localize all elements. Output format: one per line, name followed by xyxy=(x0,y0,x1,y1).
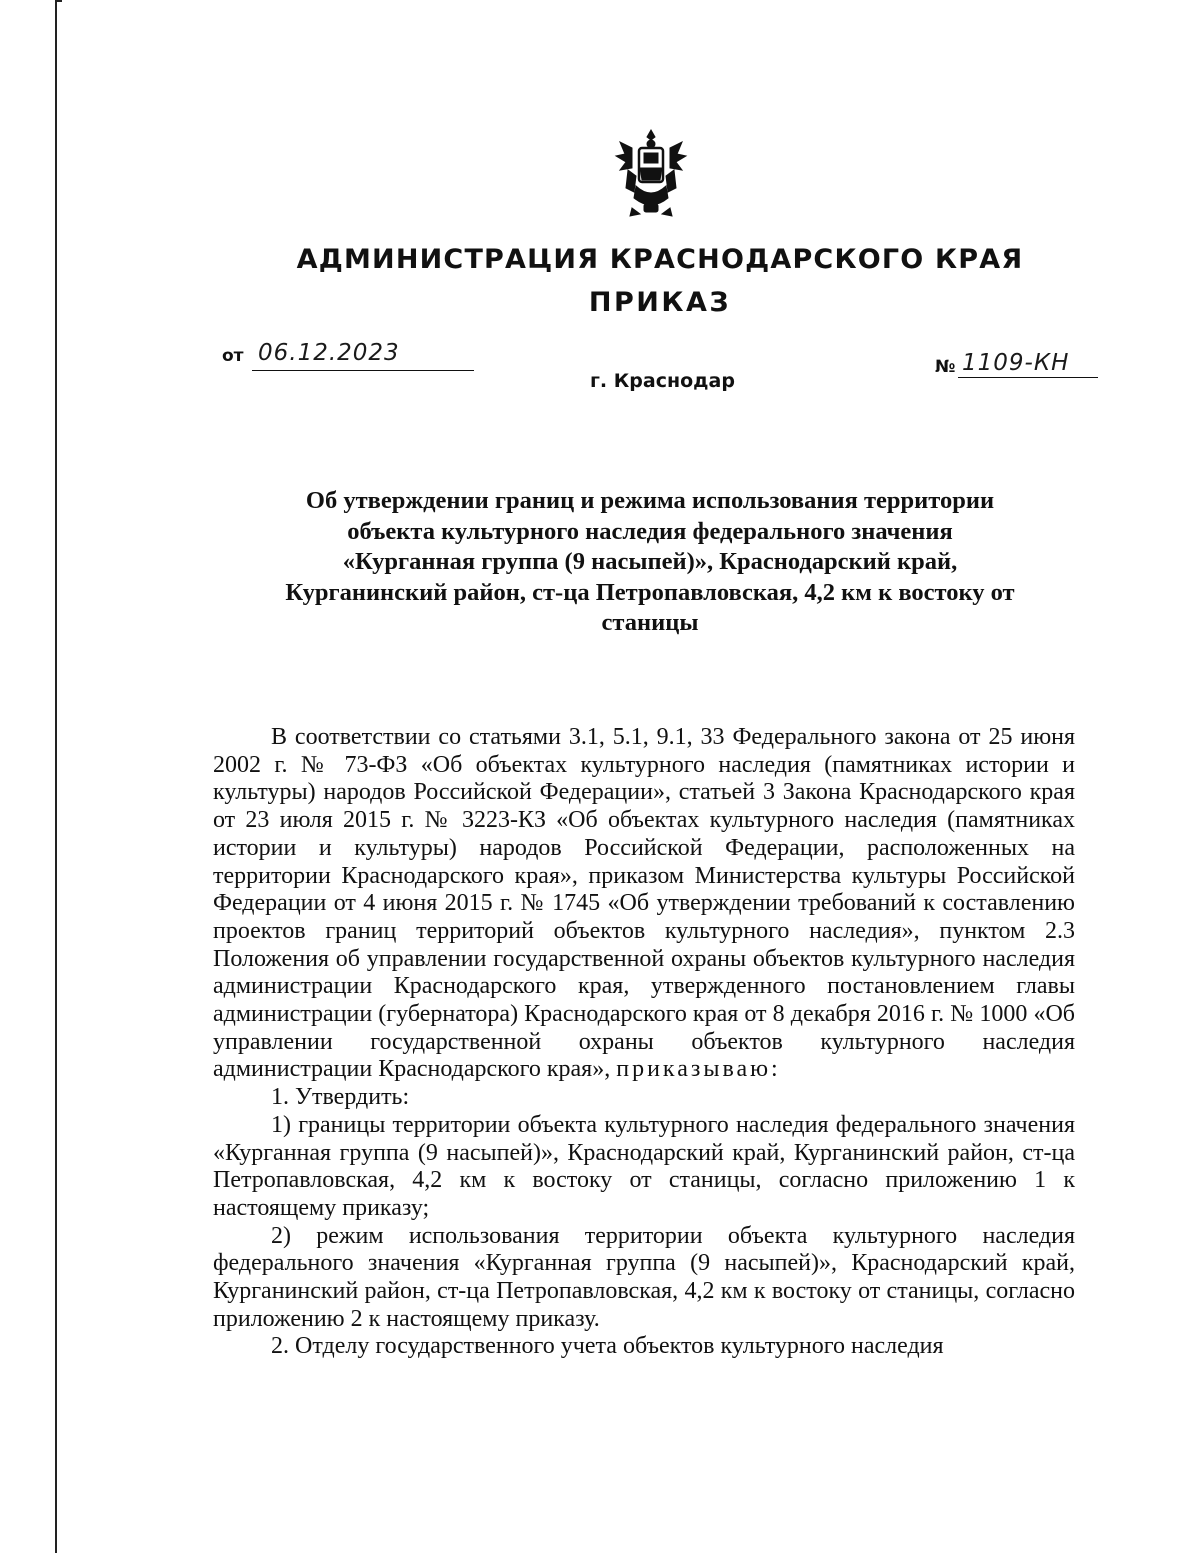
date-value: 06.12.2023 xyxy=(258,340,400,366)
city-label: г. Краснодар xyxy=(590,370,735,392)
title-line: «Курганная группа (9 насыпей)», Краснодарский край, xyxy=(342,548,958,575)
date-label: от xyxy=(222,346,244,366)
document-type: ПРИКАЗ xyxy=(588,287,732,318)
order-word: приказываю: xyxy=(616,1056,781,1083)
item-1-1: 1) границы территории объекта культурного наследия федерального значения «Курганная группа (9 насыпей)», Краснодарский край, Курганинский район, ст-ца Петропавловская, 4,2 км к востоку от станицы, согласно приложению 1 к настоящему приказу; xyxy=(213,1111,1075,1221)
number-label: № xyxy=(935,357,956,377)
title-line: Об утверждении границ и режима использования территории xyxy=(305,487,995,514)
item-1: 1. Утвердить: xyxy=(271,1084,410,1111)
date-underline xyxy=(252,370,474,371)
item-2: 2. Отделу государственного учета объектов культурного наследия xyxy=(271,1333,944,1360)
item-1-2: 2) режим использования территории объекта культурного наследия федерального значения «Курганная группа (9 насыпей)», Краснодарский край, Курганинский район, ст-ца Петропавловская, 4,2 км к востоку от станицы, согласно приложению 2 к настоящему приказу. xyxy=(213,1222,1075,1332)
preamble-text: В соответствии со статьями 3.1, 5.1, 9.1, 33 Федерального закона от 25 июня 2002 г. № 73-ФЗ «Об объектах культурного наследия (памятниках истории и культуры) народов Российской Федерации», статьей 3 Закона Краснодарского края от 23 июля 2015 г. № 3223-КЗ «Об объектах культурного наследия (памятниках истории и культуры) народов Российской Федерации, расположенных на территории Краснодарского края», приказом Министерства культуры Российской Федерации от 4 июня 2015 г. № 1745 «Об утверждении требований к составлению проектов границ территорий объектов культурного наследия», пунктом 2.3 Положения об управлении государственной охраны объектов культурного наследия администрации Краснодарского края, утвержденного постановлением главы администрации (губернатора) Краснодарского края от 8 декабря 2016 г. № 1000 «Об управлении государственной охраны объектов культурного наследия администрации Краснодарского края», xyxy=(213,724,1075,1083)
title-line: станицы xyxy=(601,609,699,636)
order-title xyxy=(230,486,1070,639)
organization-name: АДМИНИСТРАЦИЯ КРАСНОДАРСКОГО КРАЯ xyxy=(296,244,1024,275)
page-margin-tick xyxy=(55,0,62,2)
preamble-paragraph xyxy=(213,724,1075,1084)
number-value: 1109-КН xyxy=(962,350,1070,376)
order-body xyxy=(213,724,1075,1361)
coat-of-arms-emblem xyxy=(610,128,692,218)
title-line: объекта культурного наследия федерального значения xyxy=(347,517,953,545)
number-underline xyxy=(958,377,1098,378)
page-margin-line xyxy=(55,0,57,1553)
title-line: Курганинский район, ст-ца Петропавловская, 4,2 км к востоку от xyxy=(285,578,1015,606)
